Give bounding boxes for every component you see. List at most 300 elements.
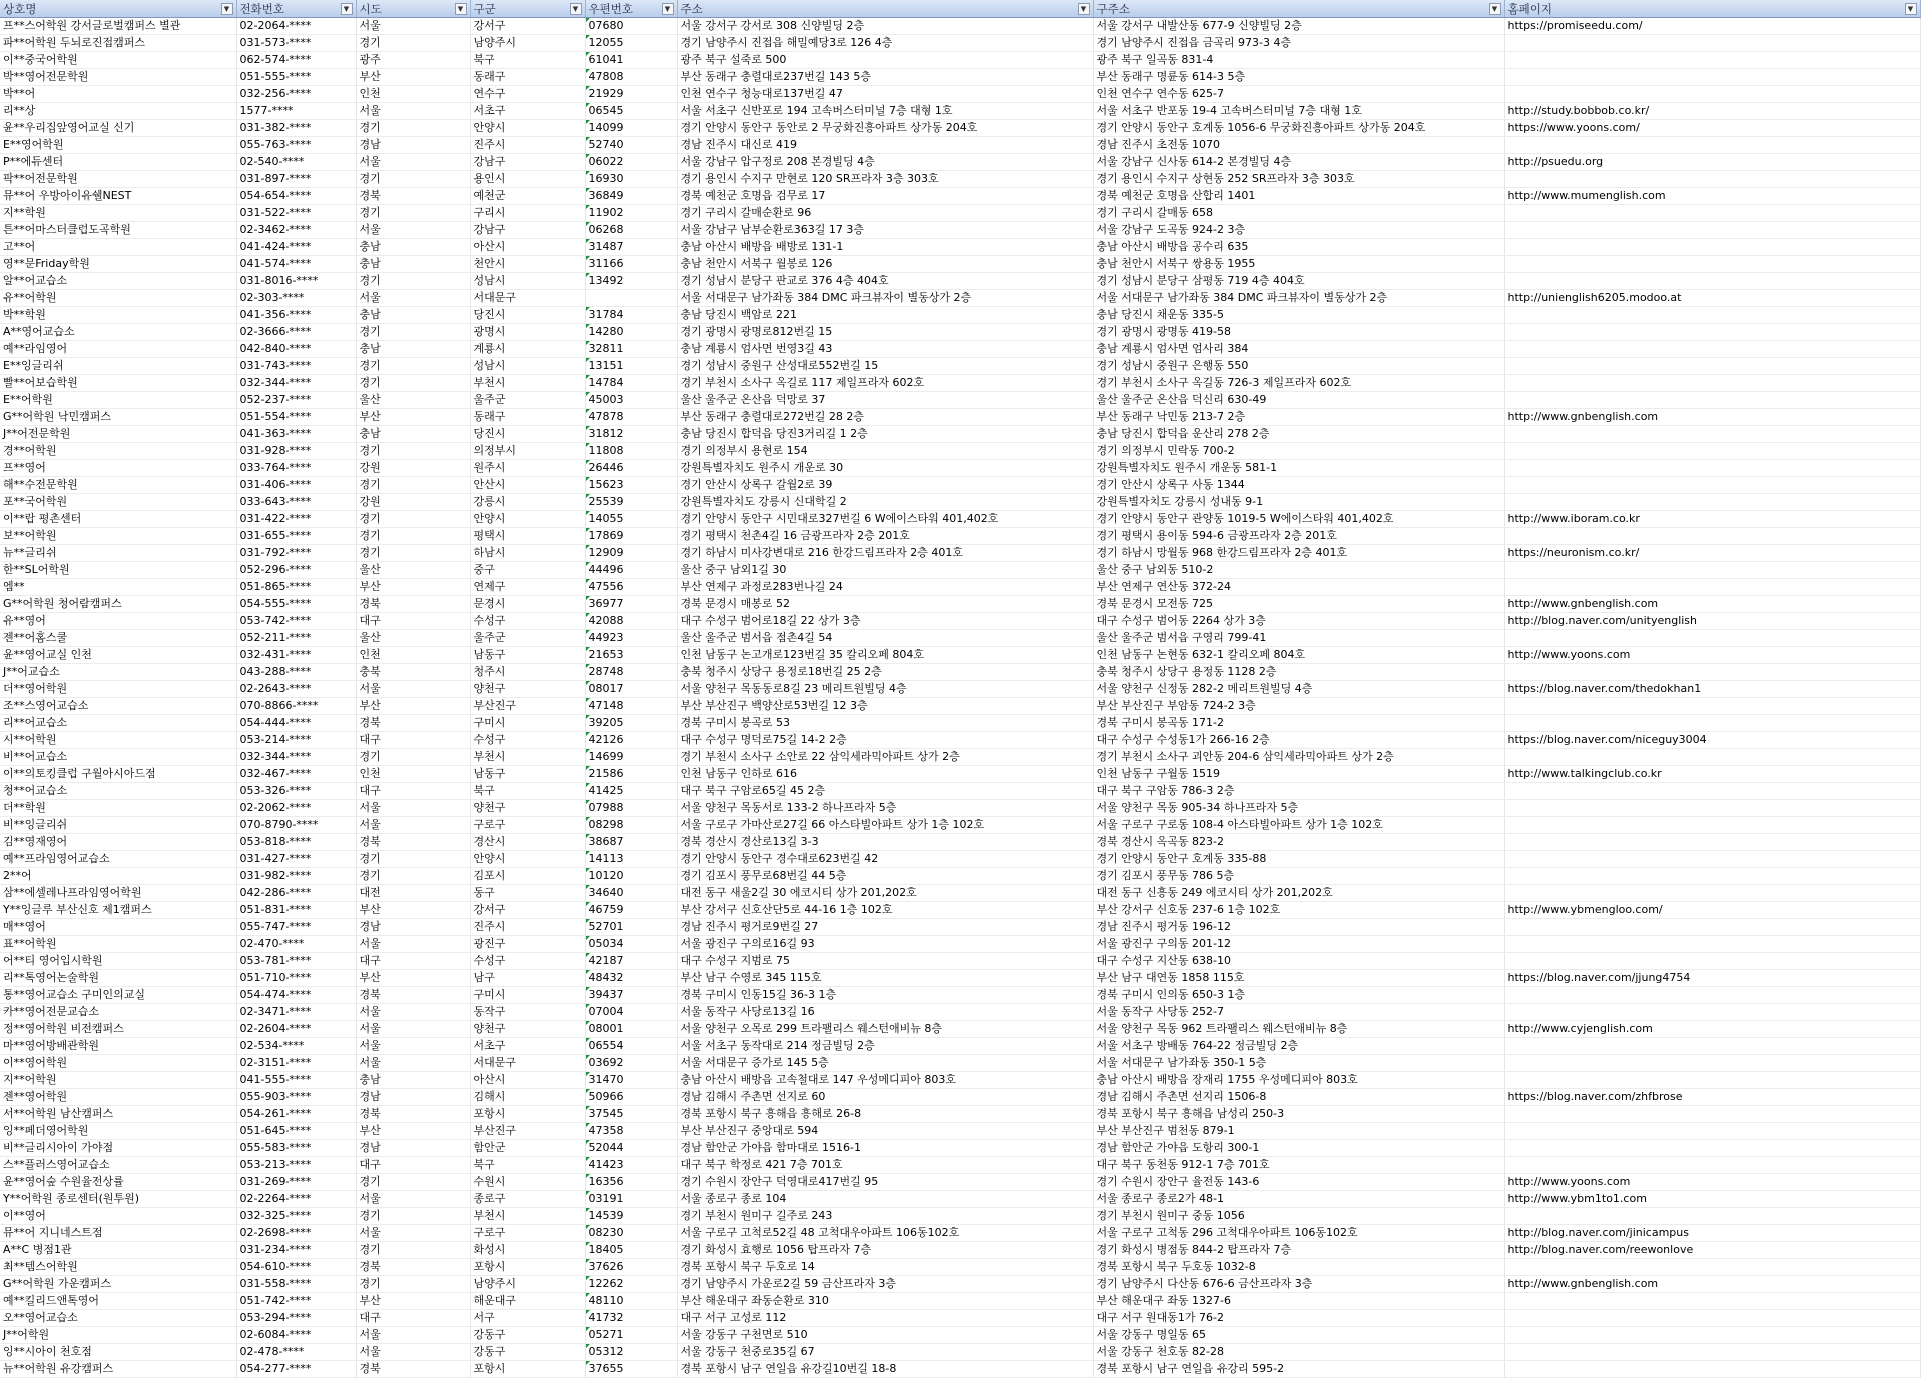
cell-homepage[interactable] [1504,86,1920,103]
cell-name[interactable]: G**어학원 청어람캠퍼스 [0,596,236,613]
cell-gugun[interactable]: 김포시 [470,868,585,885]
cell-old-address[interactable]: 서울 강동구 명일동 65 [1093,1327,1504,1344]
cell-name[interactable]: 젠**어홈스쿨 [0,630,236,647]
cell-name[interactable]: 잉**페더영어학원 [0,1123,236,1140]
cell-old-address[interactable]: 서울 종로구 종로2가 48-1 [1093,1191,1504,1208]
cell-phone[interactable]: 055-747-**** [236,919,356,936]
cell-old-address[interactable]: 충남 아산시 배방읍 장재리 1755 우성메디피아 803호 [1093,1072,1504,1089]
cell-homepage[interactable]: http://psuedu.org [1504,154,1920,171]
column-header[interactable] [470,0,585,18]
cell-phone[interactable]: 041-356-**** [236,307,356,324]
cell-gugun[interactable]: 강동구 [470,1327,585,1344]
cell-gugun[interactable]: 울주군 [470,630,585,647]
cell-old-address[interactable]: 충북 청주시 상당구 용정동 1128 2층 [1093,664,1504,681]
cell-sido[interactable]: 서울 [356,222,470,239]
cell-name[interactable]: E**영어학원 [0,137,236,154]
cell-address[interactable]: 경북 예천군 호명읍 검무로 17 [677,188,1093,205]
cell-zipcode[interactable]: 16356 [585,1174,677,1191]
cell-homepage[interactable] [1504,222,1920,239]
cell-homepage[interactable] [1504,1259,1920,1276]
cell-old-address[interactable]: 서울 서대문구 남가좌동 384 DMC 파크뷰자이 별동상가 2층 [1093,290,1504,307]
cell-name[interactable]: 통**영어교습소 구미인의교실 [0,987,236,1004]
cell-address[interactable]: 서울 서대문구 남가좌동 384 DMC 파크뷰자이 별동상가 2층 [677,290,1093,307]
cell-zipcode[interactable]: 08230 [585,1225,677,1242]
cell-sido[interactable]: 경북 [356,1259,470,1276]
cell-address[interactable]: 인천 남동구 인하로 616 [677,766,1093,783]
cell-homepage[interactable] [1504,987,1920,1004]
cell-sido[interactable]: 경기 [356,358,470,375]
cell-old-address[interactable]: 경남 함안군 가야읍 도항리 300-1 [1093,1140,1504,1157]
cell-address[interactable]: 서울 양천구 목동서로 133-2 하나프라자 5층 [677,800,1093,817]
cell-phone[interactable]: 054-555-**** [236,596,356,613]
cell-sido[interactable]: 경북 [356,987,470,1004]
cell-sido[interactable]: 서울 [356,1021,470,1038]
cell-old-address[interactable]: 경기 평택시 용이동 594-6 금광프라자 2층 201호 [1093,528,1504,545]
cell-address[interactable]: 강원특별자치도 강릉시 신대학길 2 [677,494,1093,511]
cell-homepage[interactable] [1504,1208,1920,1225]
cell-name[interactable]: 프**영어 [0,460,236,477]
cell-old-address[interactable]: 경북 문경시 모전동 725 [1093,596,1504,613]
cell-gugun[interactable]: 구미시 [470,715,585,732]
cell-address[interactable]: 경남 함안군 가야읍 함마대로 1516-1 [677,1140,1093,1157]
cell-name[interactable]: 리**상 [0,103,236,120]
cell-zipcode[interactable]: 15623 [585,477,677,494]
cell-address[interactable]: 충남 당진시 합덕읍 당진3거리길 1 2층 [677,426,1093,443]
column-header[interactable] [0,0,236,18]
cell-address[interactable]: 경남 진주시 평거로9번길 27 [677,919,1093,936]
cell-zipcode[interactable]: 06268 [585,222,677,239]
cell-phone[interactable]: 02-2064-**** [236,18,356,35]
cell-zipcode[interactable]: 41423 [585,1157,677,1174]
cell-zipcode[interactable]: 52701 [585,919,677,936]
cell-address[interactable]: 광주 북구 설죽로 500 [677,52,1093,69]
cell-name[interactable]: Y**어학원 종로센터(원투원) [0,1191,236,1208]
column-header[interactable] [236,0,356,18]
cell-name[interactable]: 예**라임영어 [0,341,236,358]
filter-dropdown-icon[interactable]: ▼ [341,3,353,15]
cell-sido[interactable]: 경기 [356,171,470,188]
cell-sido[interactable]: 울산 [356,630,470,647]
cell-name[interactable]: 정**영어학원 비전캠퍼스 [0,1021,236,1038]
cell-address[interactable]: 충남 천안시 서북구 월봉로 126 [677,256,1093,273]
cell-name[interactable]: 팍**어전문학원 [0,171,236,188]
cell-sido[interactable]: 서울 [356,681,470,698]
cell-name[interactable]: 리**톡영어논술학원 [0,970,236,987]
cell-address[interactable]: 경기 김포시 풍무로68번길 44 5층 [677,868,1093,885]
cell-homepage[interactable]: http://blog.naver.com/jinicampus [1504,1225,1920,1242]
cell-name[interactable]: 포**국어학원 [0,494,236,511]
cell-address[interactable]: 서울 종로구 종로 104 [677,1191,1093,1208]
cell-sido[interactable]: 서울 [356,800,470,817]
cell-homepage[interactable] [1504,171,1920,188]
cell-sido[interactable]: 경기 [356,375,470,392]
cell-zipcode[interactable]: 05271 [585,1327,677,1344]
cell-old-address[interactable]: 부산 강서구 신호동 237-6 1층 102호 [1093,902,1504,919]
cell-gugun[interactable]: 포항시 [470,1361,585,1378]
cell-sido[interactable]: 경기 [356,749,470,766]
cell-phone[interactable]: 031-928-**** [236,443,356,460]
cell-phone[interactable]: 042-840-**** [236,341,356,358]
cell-sido[interactable]: 경기 [356,477,470,494]
cell-homepage[interactable] [1504,800,1920,817]
cell-name[interactable]: 한**SL어학원 [0,562,236,579]
cell-homepage[interactable]: https://blog.naver.com/thedokhan1 [1504,681,1920,698]
cell-name[interactable]: 이**랍 평촌센터 [0,511,236,528]
cell-gugun[interactable]: 의정부시 [470,443,585,460]
cell-zipcode[interactable]: 13492 [585,273,677,290]
cell-phone[interactable]: 051-554-**** [236,409,356,426]
cell-name[interactable]: 뮤**어 지니네스트점 [0,1225,236,1242]
cell-zipcode[interactable]: 36977 [585,596,677,613]
cell-name[interactable]: 윤**영어교실 인천 [0,647,236,664]
cell-gugun[interactable]: 수성구 [470,613,585,630]
cell-gugun[interactable]: 경산시 [470,834,585,851]
cell-old-address[interactable]: 인천 남동구 논현동 632-1 칼리오페 804호 [1093,647,1504,664]
cell-phone[interactable]: 032-467-**** [236,766,356,783]
cell-old-address[interactable]: 서울 서초구 방배동 764-22 정금빌딩 2층 [1093,1038,1504,1055]
cell-gugun[interactable]: 서초구 [470,1038,585,1055]
cell-name[interactable]: P**에듀센터 [0,154,236,171]
cell-name[interactable]: 더**영어학원 [0,681,236,698]
column-header[interactable] [677,0,1093,18]
cell-zipcode[interactable]: 52044 [585,1140,677,1157]
cell-name[interactable]: 비**글리시아이 가야점 [0,1140,236,1157]
cell-gugun[interactable]: 용인시 [470,171,585,188]
cell-phone[interactable]: 02-2604-**** [236,1021,356,1038]
cell-name[interactable]: 마**영어방배관학원 [0,1038,236,1055]
cell-name[interactable]: 뉴**글리쉬 [0,545,236,562]
cell-homepage[interactable] [1504,579,1920,596]
cell-address[interactable]: 서울 강남구 압구정로 208 본경빌딩 4층 [677,154,1093,171]
cell-zipcode[interactable]: 47808 [585,69,677,86]
cell-name[interactable]: 리**어교습소 [0,715,236,732]
cell-old-address[interactable]: 인천 연수구 연수동 625-7 [1093,86,1504,103]
cell-sido[interactable]: 경남 [356,1089,470,1106]
cell-zipcode[interactable]: 03692 [585,1055,677,1072]
cell-gugun[interactable]: 양천구 [470,800,585,817]
cell-homepage[interactable] [1504,69,1920,86]
cell-zipcode[interactable]: 44923 [585,630,677,647]
cell-phone[interactable]: 041-574-**** [236,256,356,273]
cell-phone[interactable]: 051-555-**** [236,69,356,86]
cell-homepage[interactable] [1504,477,1920,494]
cell-phone[interactable]: 041-363-**** [236,426,356,443]
cell-sido[interactable]: 경북 [356,1361,470,1378]
cell-gugun[interactable]: 남양주시 [470,1276,585,1293]
cell-phone[interactable]: 031-573-**** [236,35,356,52]
cell-name[interactable]: J**어교습소 [0,664,236,681]
cell-old-address[interactable]: 서울 서초구 반포동 19-4 고속버스터미널 7층 대형 1호 [1093,103,1504,120]
cell-name[interactable]: 비**어교습소 [0,749,236,766]
cell-old-address[interactable]: 대구 수성구 지산동 638-10 [1093,953,1504,970]
cell-homepage[interactable]: http://study.bobbob.co.kr/ [1504,103,1920,120]
cell-zipcode[interactable]: 07680 [585,18,677,35]
cell-homepage[interactable]: http://www.cyjenglish.com [1504,1021,1920,1038]
cell-sido[interactable]: 인천 [356,766,470,783]
cell-gugun[interactable]: 북구 [470,1157,585,1174]
cell-gugun[interactable]: 동래구 [470,69,585,86]
cell-homepage[interactable] [1504,562,1920,579]
cell-phone[interactable]: 02-3471-**** [236,1004,356,1021]
cell-sido[interactable]: 경남 [356,1140,470,1157]
cell-address[interactable]: 경기 성남시 분당구 판교로 376 4층 404호 [677,273,1093,290]
cell-homepage[interactable] [1504,834,1920,851]
cell-old-address[interactable]: 강원특별자치도 원주시 개운동 581-1 [1093,460,1504,477]
cell-address[interactable]: 경기 구리시 갈매순환로 96 [677,205,1093,222]
cell-old-address[interactable]: 서울 동작구 사당동 252-7 [1093,1004,1504,1021]
cell-sido[interactable]: 부산 [356,1123,470,1140]
cell-sido[interactable]: 대구 [356,953,470,970]
cell-homepage[interactable] [1504,936,1920,953]
cell-gugun[interactable]: 연수구 [470,86,585,103]
cell-address[interactable]: 대구 서구 고성로 112 [677,1310,1093,1327]
cell-gugun[interactable]: 강동구 [470,1344,585,1361]
cell-gugun[interactable]: 구리시 [470,205,585,222]
cell-address[interactable]: 서울 서대문구 증가로 145 5층 [677,1055,1093,1072]
cell-phone[interactable]: 02-470-**** [236,936,356,953]
cell-old-address[interactable]: 강원특별자치도 강릉시 성내동 9-1 [1093,494,1504,511]
cell-phone[interactable]: 031-655-**** [236,528,356,545]
cell-name[interactable]: 파**어학원 두뇌로진접캠퍼스 [0,35,236,52]
cell-name[interactable]: 뉴**어학원 유강캠퍼스 [0,1361,236,1378]
cell-name[interactable]: 윤**우리집앞영어교실 신기 [0,120,236,137]
cell-homepage[interactable] [1504,630,1920,647]
cell-sido[interactable]: 충남 [356,256,470,273]
cell-homepage[interactable] [1504,1293,1920,1310]
cell-homepage[interactable]: http://www.ybm1to1.com [1504,1191,1920,1208]
cell-zipcode[interactable]: 61041 [585,52,677,69]
cell-name[interactable]: 이**영어학원 [0,1055,236,1072]
cell-zipcode[interactable]: 14699 [585,749,677,766]
cell-phone[interactable]: 02-3666-**** [236,324,356,341]
cell-phone[interactable]: 054-654-**** [236,188,356,205]
cell-sido[interactable]: 경기 [356,120,470,137]
cell-zipcode[interactable]: 12909 [585,545,677,562]
cell-old-address[interactable]: 서울 양천구 목동 962 트라팰리스 웨스턴애비뉴 8층 [1093,1021,1504,1038]
cell-old-address[interactable]: 광주 북구 일곡동 831-4 [1093,52,1504,69]
cell-gugun[interactable]: 당진시 [470,307,585,324]
cell-homepage[interactable]: http://www.talkingclub.co.kr [1504,766,1920,783]
cell-sido[interactable]: 충남 [356,239,470,256]
cell-phone[interactable]: 031-382-**** [236,120,356,137]
cell-phone[interactable]: 041-424-**** [236,239,356,256]
cell-address[interactable]: 서울 서초구 신반포로 194 고속버스터미널 7층 대형 1호 [677,103,1093,120]
cell-address[interactable]: 서울 동작구 사당로13길 16 [677,1004,1093,1021]
cell-zipcode[interactable]: 47148 [585,698,677,715]
cell-address[interactable]: 부산 해운대구 좌동순환로 310 [677,1293,1093,1310]
cell-sido[interactable]: 울산 [356,392,470,409]
filter-dropdown-icon[interactable]: ▼ [662,3,674,15]
cell-zipcode[interactable]: 45003 [585,392,677,409]
cell-gugun[interactable]: 서초구 [470,103,585,120]
cell-gugun[interactable]: 서구 [470,1310,585,1327]
cell-homepage[interactable] [1504,919,1920,936]
cell-address[interactable]: 경북 구미시 봉곡로 53 [677,715,1093,732]
cell-gugun[interactable]: 부산진구 [470,698,585,715]
filter-dropdown-icon[interactable]: ▼ [221,3,233,15]
cell-zipcode[interactable]: 14280 [585,324,677,341]
cell-zipcode[interactable]: 14099 [585,120,677,137]
cell-zipcode[interactable]: 10120 [585,868,677,885]
cell-gugun[interactable]: 성남시 [470,273,585,290]
cell-homepage[interactable] [1504,1361,1920,1378]
cell-gugun[interactable]: 아산시 [470,1072,585,1089]
cell-gugun[interactable]: 진주시 [470,137,585,154]
cell-old-address[interactable]: 서울 강남구 신사동 614-2 본경빌딩 4층 [1093,154,1504,171]
cell-zipcode[interactable]: 47878 [585,409,677,426]
cell-gugun[interactable]: 안양시 [470,851,585,868]
cell-gugun[interactable]: 부산진구 [470,1123,585,1140]
cell-address[interactable]: 인천 연수구 청능대로137번길 47 [677,86,1093,103]
cell-phone[interactable]: 02-2062-**** [236,800,356,817]
cell-gugun[interactable]: 북구 [470,52,585,69]
cell-gugun[interactable]: 북구 [470,783,585,800]
cell-gugun[interactable]: 예천군 [470,188,585,205]
cell-gugun[interactable]: 해운대구 [470,1293,585,1310]
cell-address[interactable]: 경기 부천시 원미구 길주로 243 [677,1208,1093,1225]
cell-phone[interactable]: 053-213-**** [236,1157,356,1174]
cell-homepage[interactable]: https://blog.naver.com/jjung4754 [1504,970,1920,987]
cell-homepage[interactable] [1504,35,1920,52]
cell-homepage[interactable] [1504,443,1920,460]
cell-address[interactable]: 부산 부산진구 중앙대로 594 [677,1123,1093,1140]
cell-old-address[interactable]: 대전 동구 신흥동 249 에코시티 상가 201,202호 [1093,885,1504,902]
cell-zipcode[interactable]: 52740 [585,137,677,154]
cell-address[interactable]: 울산 울주군 범서읍 점촌4길 54 [677,630,1093,647]
cell-gugun[interactable]: 진주시 [470,919,585,936]
cell-address[interactable]: 경남 김해시 주촌면 선지로 60 [677,1089,1093,1106]
cell-gugun[interactable]: 강남구 [470,222,585,239]
cell-sido[interactable]: 서울 [356,290,470,307]
cell-old-address[interactable]: 경기 안양시 동안구 호계동 1056-6 무궁화진흥아파트 상가동 204호 [1093,120,1504,137]
cell-phone[interactable]: 054-474-**** [236,987,356,1004]
cell-zipcode[interactable]: 05312 [585,1344,677,1361]
cell-old-address[interactable]: 경기 하남시 망월동 968 한강드림프라자 2층 401호 [1093,545,1504,562]
cell-sido[interactable]: 인천 [356,86,470,103]
cell-gugun[interactable]: 구미시 [470,987,585,1004]
cell-address[interactable]: 부산 강서구 신호산단5로 44-16 1층 102호 [677,902,1093,919]
filter-dropdown-icon[interactable]: ▼ [1905,3,1917,15]
cell-gugun[interactable]: 구로구 [470,817,585,834]
cell-homepage[interactable] [1504,868,1920,885]
cell-old-address[interactable]: 부산 동래구 명륜동 614-3 5층 [1093,69,1504,86]
cell-gugun[interactable]: 안양시 [470,511,585,528]
cell-name[interactable]: 엠** [0,579,236,596]
cell-name[interactable]: 매**영어 [0,919,236,936]
cell-gugun[interactable]: 서대문구 [470,1055,585,1072]
cell-sido[interactable]: 서울 [356,936,470,953]
cell-zipcode[interactable]: 06554 [585,1038,677,1055]
cell-phone[interactable]: 031-897-**** [236,171,356,188]
cell-address[interactable]: 서울 강남구 남부순환로363길 17 3층 [677,222,1093,239]
cell-sido[interactable]: 대구 [356,732,470,749]
cell-gugun[interactable]: 남구 [470,970,585,987]
cell-address[interactable]: 경기 안양시 동안구 동안로 2 무궁화진흥아파트 상가동 204호 [677,120,1093,137]
cell-zipcode[interactable]: 11808 [585,443,677,460]
cell-address[interactable]: 충남 당진시 백암로 221 [677,307,1093,324]
cell-zipcode[interactable]: 12262 [585,1276,677,1293]
cell-phone[interactable]: 051-865-**** [236,579,356,596]
cell-zipcode[interactable]: 50966 [585,1089,677,1106]
cell-homepage[interactable]: http://www.iboram.co.kr [1504,511,1920,528]
cell-homepage[interactable]: http://www.yoons.com [1504,647,1920,664]
cell-gugun[interactable]: 강남구 [470,154,585,171]
cell-phone[interactable]: 054-261-**** [236,1106,356,1123]
cell-sido[interactable]: 충남 [356,307,470,324]
cell-homepage[interactable]: https://blog.naver.com/niceguy3004 [1504,732,1920,749]
cell-sido[interactable]: 경북 [356,715,470,732]
cell-address[interactable]: 충북 청주시 상당구 용정로18번길 25 2층 [677,664,1093,681]
cell-gugun[interactable]: 성남시 [470,358,585,375]
cell-phone[interactable]: 053-781-**** [236,953,356,970]
cell-sido[interactable]: 서울 [356,103,470,120]
cell-sido[interactable]: 경기 [356,1208,470,1225]
cell-phone[interactable]: 062-574-**** [236,52,356,69]
cell-sido[interactable]: 대전 [356,885,470,902]
cell-old-address[interactable]: 경기 성남시 중원구 은행동 550 [1093,358,1504,375]
cell-address[interactable]: 인천 남동구 논고개로123번길 35 칼리오페 804호 [677,647,1093,664]
cell-gugun[interactable]: 연제구 [470,579,585,596]
cell-old-address[interactable]: 경기 부천시 원미구 중동 1056 [1093,1208,1504,1225]
cell-zipcode[interactable]: 37545 [585,1106,677,1123]
cell-name[interactable]: 청**어교습소 [0,783,236,800]
cell-phone[interactable]: 02-534-**** [236,1038,356,1055]
cell-phone[interactable]: 053-818-**** [236,834,356,851]
cell-sido[interactable]: 대구 [356,1310,470,1327]
cell-gugun[interactable]: 중구 [470,562,585,579]
cell-gugun[interactable]: 천안시 [470,256,585,273]
cell-sido[interactable]: 경북 [356,1106,470,1123]
cell-gugun[interactable]: 당진시 [470,426,585,443]
cell-address[interactable]: 대구 수성구 범어로18길 22 상가 3층 [677,613,1093,630]
cell-address[interactable]: 경기 안양시 동안구 시민대로327번길 6 W에이스타워 401,402호 [677,511,1093,528]
cell-old-address[interactable]: 인천 남동구 구월동 1519 [1093,766,1504,783]
cell-homepage[interactable] [1504,1123,1920,1140]
cell-phone[interactable]: 052-211-**** [236,630,356,647]
cell-zipcode[interactable]: 14539 [585,1208,677,1225]
cell-phone[interactable]: 052-296-**** [236,562,356,579]
cell-phone[interactable]: 053-326-**** [236,783,356,800]
cell-name[interactable]: 튼**어마스터클럽도곡학원 [0,222,236,239]
cell-old-address[interactable]: 경기 구리시 갈매동 658 [1093,205,1504,222]
cell-old-address[interactable]: 충남 천안시 서북구 쌍용동 1955 [1093,256,1504,273]
cell-zipcode[interactable]: 47556 [585,579,677,596]
cell-sido[interactable]: 부산 [356,1293,470,1310]
cell-sido[interactable]: 경북 [356,188,470,205]
cell-sido[interactable]: 부산 [356,409,470,426]
cell-sido[interactable]: 서울 [356,817,470,834]
cell-sido[interactable]: 경기 [356,35,470,52]
cell-name[interactable]: 알**어교습소 [0,273,236,290]
cell-sido[interactable]: 서울 [356,1004,470,1021]
column-header[interactable] [1504,0,1920,18]
cell-zipcode[interactable]: 41425 [585,783,677,800]
cell-phone[interactable]: 031-743-**** [236,358,356,375]
cell-zipcode[interactable] [585,290,677,307]
cell-gugun[interactable]: 수성구 [470,953,585,970]
cell-homepage[interactable]: https://promiseedu.com/ [1504,18,1920,35]
cell-gugun[interactable]: 수성구 [470,732,585,749]
cell-sido[interactable]: 경기 [356,1174,470,1191]
cell-phone[interactable]: 031-558-**** [236,1276,356,1293]
cell-sido[interactable]: 충남 [356,341,470,358]
cell-gugun[interactable]: 부천시 [470,1208,585,1225]
column-header[interactable] [1093,0,1504,18]
cell-address[interactable]: 경기 안산시 상록구 갈월2로 39 [677,477,1093,494]
column-header[interactable] [585,0,677,18]
cell-homepage[interactable] [1504,528,1920,545]
cell-zipcode[interactable]: 03191 [585,1191,677,1208]
